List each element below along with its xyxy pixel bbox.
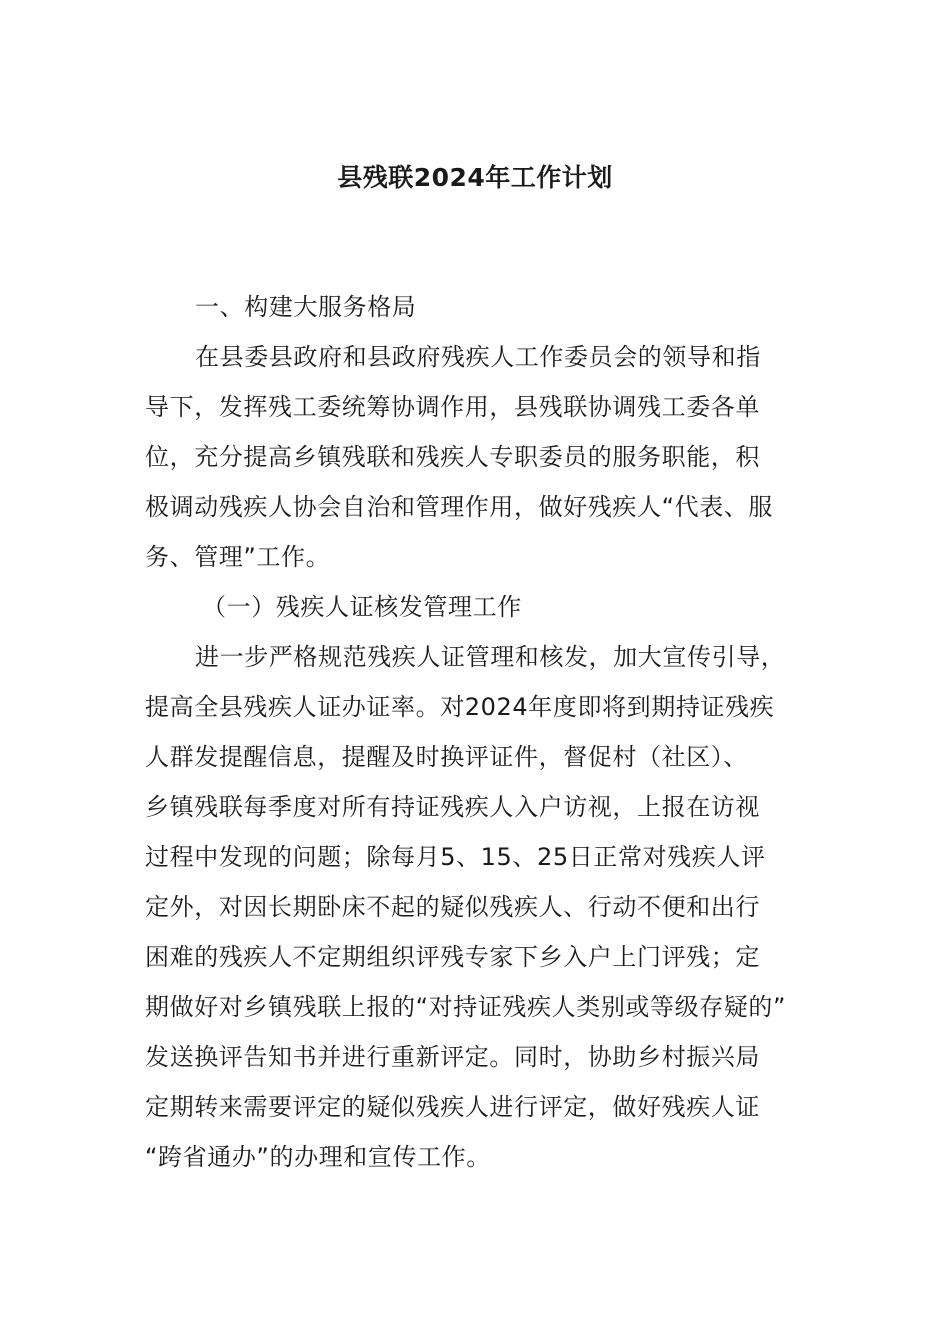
paragraph-line: “跨省通办”的办理和宣传工作。 bbox=[145, 1143, 491, 1171]
paragraph-line: 人群发提醒信息，提醒及时换评证件，督促村（社区）、 bbox=[145, 743, 748, 771]
paragraph-line: 进一步严格规范残疾人证管理和核发，加大宣传引导， bbox=[195, 643, 786, 671]
paragraph-line: 定外，对因长期卧床不起的疑似残疾人、行动不便和出行 bbox=[145, 893, 760, 921]
document-title: 县残联2024年工作计划 bbox=[337, 163, 613, 192]
subsection-heading: （一）残疾人证核发管理工作 bbox=[202, 593, 522, 621]
paragraph-line: 提高全县残疾人证办证率。对2024年度即将到期持证残疾 bbox=[145, 693, 775, 721]
paragraph-line: 极调动残疾人协会自治和管理作用，做好残疾人“代表、服 bbox=[145, 493, 774, 521]
section-heading: 一、构建大服务格局 bbox=[195, 293, 417, 321]
paragraph-line: 困难的残疾人不定期组织评残专家下乡入户上门评残；定 bbox=[145, 943, 760, 971]
paragraph-line: 过程中发现的问题；除每月5、15、25日正常对残疾人评 bbox=[145, 843, 766, 871]
paragraph-line: 乡镇残联每季度对所有持证残疾人入户访视，上报在访视 bbox=[145, 793, 760, 821]
paragraph-line: 位，充分提高乡镇残联和残疾人专职委员的服务职能，积 bbox=[145, 443, 760, 471]
paragraph-line: 发送换评告知书并进行重新评定。同时，协助乡村振兴局 bbox=[145, 1043, 760, 1071]
paragraph-line: 期做好对乡镇残联上报的“对持证残疾人类别或等级存疑的” bbox=[145, 993, 787, 1021]
document-body bbox=[145, 282, 810, 1182]
paragraph-line: 定期转来需要评定的疑似残疾人进行评定，做好残疾人证 bbox=[145, 1093, 760, 1121]
paragraph-line: 在县委县政府和县政府残疾人工作委员会的领导和指 bbox=[195, 343, 761, 371]
paragraph-line: 务、管理”工作。 bbox=[145, 543, 331, 571]
paragraph-line: 导下，发挥残工委统筹协调作用，县残联协调残工委各单 bbox=[145, 393, 760, 421]
